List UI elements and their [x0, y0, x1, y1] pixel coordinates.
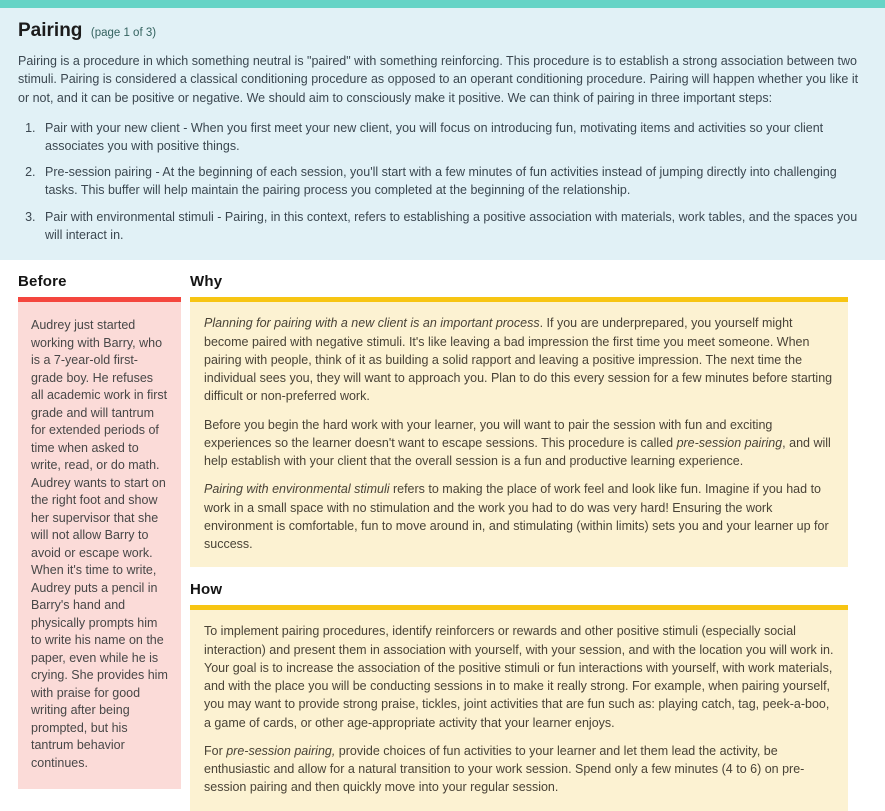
- why-paragraph-3: Pairing with environmental stimuli refers to making the place of work feel and look like fun. Imagine if you had to work in a small space with no stimulation and the work you had to do was very hard! Ensuring the work environment is comfortable, fun to move around in, and stimulating (within limits) sets you and your learner up for success.: [204, 482, 829, 551]
- right-column: [190, 268, 848, 810]
- steps-list: [18, 120, 867, 245]
- why-paragraph-2: Before you begin the hard work with your learner, you will want to pair the session with fun and exciting experiences so the learner doesn't want to escape sessions. This procedure is called pre-session pairing, and will help establish with your client that the overall session is a fun and productive learning experience.: [204, 417, 831, 468]
- step-item-2: 2. Pre-session pairing - At the beginning of each session, you'll start with a few minutes of fun activities instead of jumping directly into challenging tasks. This buffer will help maintain the pairing process you completed at the beginning of the relationship.: [39, 164, 867, 200]
- intro-paragraph: Pairing is a procedure in which something neutral is "paired" with something reinforcing. This procedure is to establish a strong association between two stimuli. Pairing is considered a classical conditioning procedure as opposed to an operant conditioning procedure. Pairing will happen whether you like it or not, and it can be positive or negative. We should aim to consciously make it positive. We can think of pairing in three important steps:: [18, 54, 859, 105]
- before-box: [18, 297, 181, 789]
- before-heading: Before: [18, 273, 67, 291]
- before-body: Audrey just started working with Barry, who is a 7-year-old first-grade boy. He refuses all academic work in first grade and will tantrum for extended periods of time when asked to write, read, or do math. Audrey wants to start on the right foot and show her supervisor that she will not allow Barry to avoid or escape work. When it's time to write, Audrey puts a pencil in Barry's hand and physically prompts him to write his name on the paper, even while he is crying. She provides him with praise for good writing after being prompted, but his tantrum behavior continues.: [31, 318, 168, 770]
- why-paragraph-1: Planning for pairing with a new client is an important process. If you are underprepared, you yourself might become paired with negative stimuli. It's like leaving a bad impression the first time you meet someone. When pairing with people, think of it as building a solid rapport and leaving a positive impression. The next time the individual sees you, they will want to approach you. Plan to do this every session for a few minutes before starting difficult or non-preferred work.: [204, 316, 833, 404]
- title-row: [18, 20, 867, 42]
- how-heading: How: [190, 581, 223, 599]
- page-title: Pairing: [18, 20, 83, 41]
- step-item-1: 1. Pair with your new client - When you first meet your new client, you will focus on introducing fun, motivating items and activities so your client associates you with positive things.: [39, 120, 867, 156]
- why-section: [190, 273, 848, 567]
- how-box: [190, 605, 848, 810]
- top-accent-bar: [0, 0, 885, 8]
- before-section: [18, 268, 181, 789]
- page-indicator: (page 1 of 3): [90, 27, 157, 39]
- why-heading: Why: [190, 273, 223, 291]
- how-paragraph-1: To implement pairing procedures, identify reinforcers or rewards and other positive stimuli (especially social interaction) and present them in association with yourself, with your session, and with the location you will work in. Your goal is to increase the association of the positive stimuli or fun interactions with yourself, with work materials, and with the place you will be conducting sessions in to make it really strong. For example, when pairing yourself, you may want to provide strong praise, tickles, joint activities that are fun such as: playing catch, tag, peek-a-boo, a game of cards, or other age-appropriate activity that your learner enjoys.: [204, 624, 834, 730]
- how-section: [190, 581, 848, 810]
- content-columns: [0, 260, 885, 810]
- step-item-3: 3. Pair with environmental stimuli - Pairing, in this context, refers to establishing a positive association with materials, work tables, and the spaces you will interact in.: [39, 209, 867, 245]
- page-header: [0, 8, 885, 260]
- why-box: [190, 297, 848, 567]
- how-paragraph-2: For pre-session pairing, provide choices of fun activities to your learner and let them lead the activity, be enthusiastic and allow for a natural transition to your work session. Spend only a few minutes (4 to 6) on pre-session pairing and then quickly move into your regular session.: [204, 743, 805, 795]
